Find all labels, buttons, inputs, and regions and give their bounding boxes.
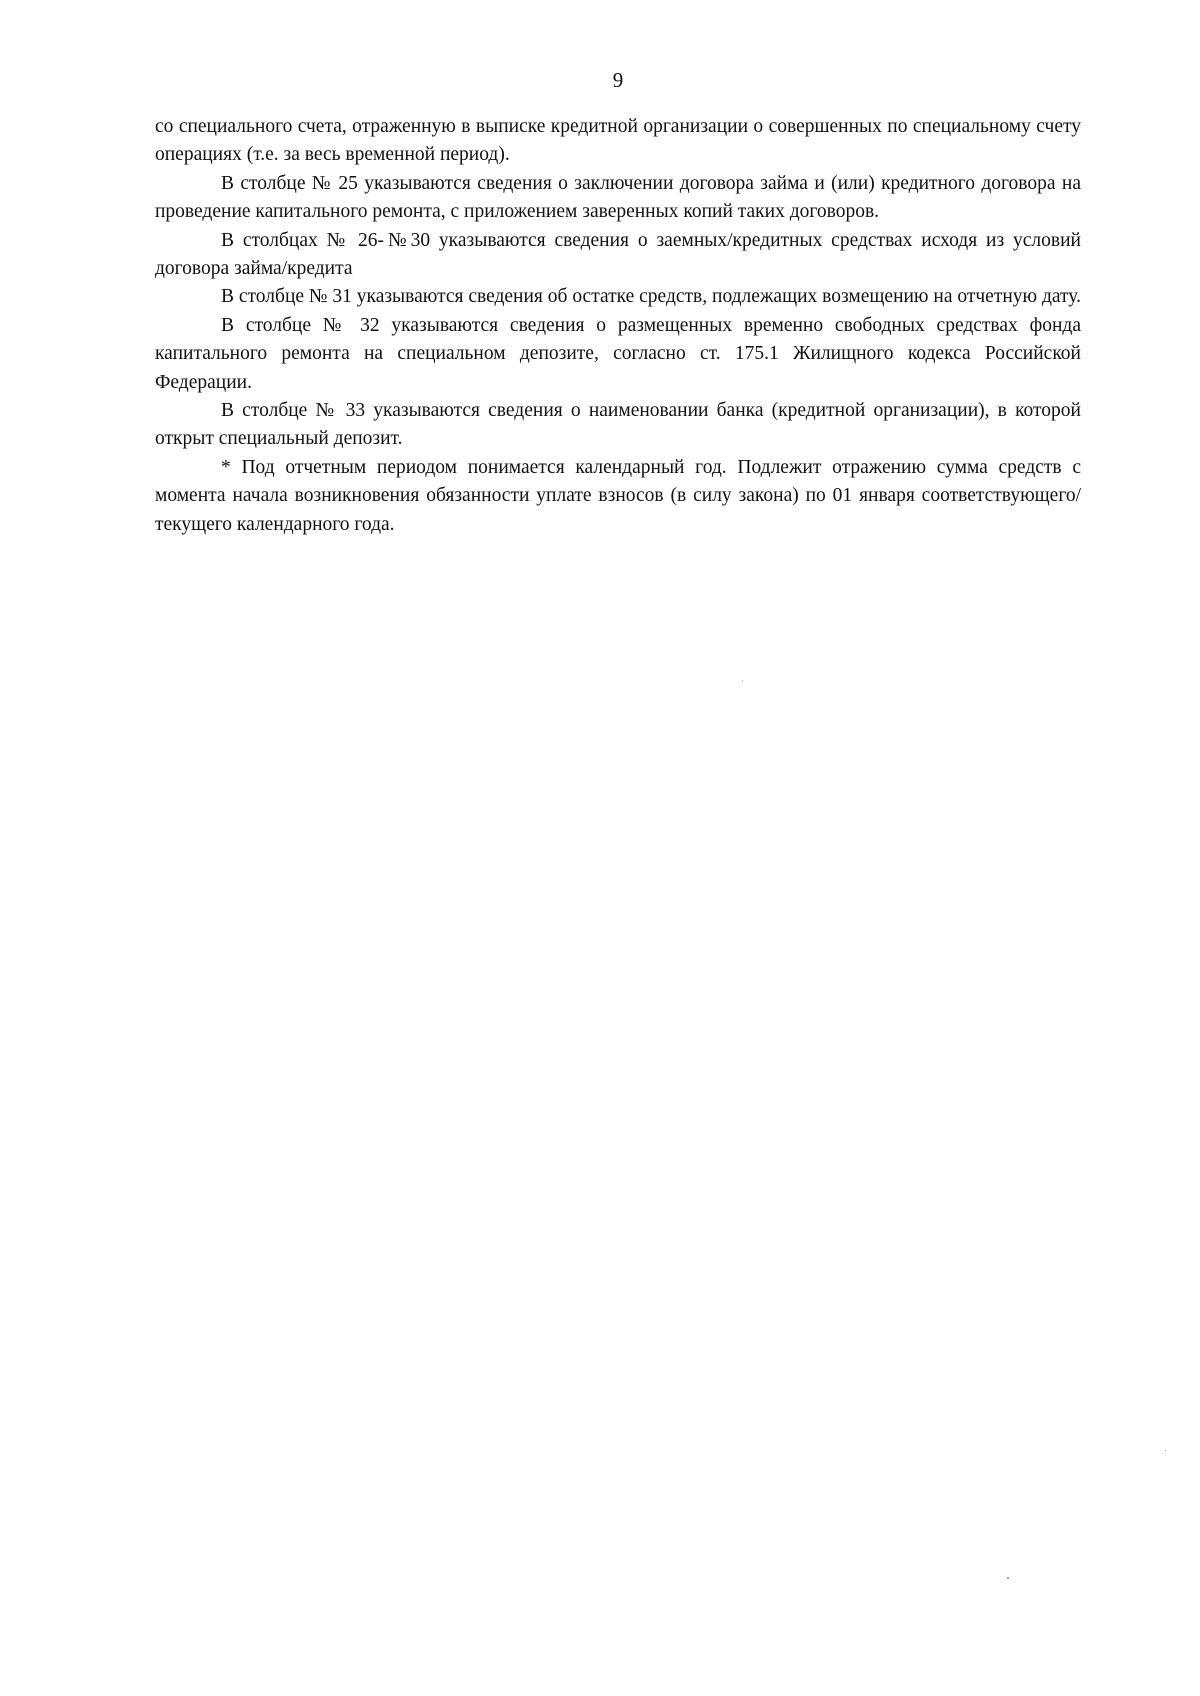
paragraph-column-25: В столбце № 25 указываются сведения о заключении договора займа и (или) кредитного договора на проведение капитального ремонта, с приложением заверенных копий таких договоров. bbox=[155, 172, 1081, 223]
paragraph-column-31: В столбце № 31 указываются сведения об остатке средств, подлежащих возмещению на отчетную дату. bbox=[221, 286, 1081, 308]
page-number: 9 bbox=[612, 68, 624, 92]
footnote-reporting-period: * Под отчетным периодом понимается календарный год. Подлежит отражению сумма средств с момента начала возникновения обязанности уплате взносов (в силу закона) по 01 января соответствующего/текущего календарного года. bbox=[155, 456, 1081, 535]
scan-speck bbox=[742, 680, 743, 681]
document-body bbox=[155, 113, 1081, 539]
paragraph-column-32: В столбце № 32 указываются сведения о размещенных временно свободных средствах фонда капитального ремонта на специальном депозите, согласно ст. 175.1 Жилищного кодекса Российской Федерации. bbox=[155, 314, 1081, 393]
paragraph-column-33: В столбце № 33 указываются сведения о наименовании банка (кредитной организации), в которой открыт специальный депозит. bbox=[155, 400, 1081, 450]
scan-speck bbox=[1165, 1450, 1166, 1451]
paragraph-columns-26-30: В столбцах № 26-№30 указываются сведения о заемных/кредитных средствах исходя из условий договора займа/кредита bbox=[155, 229, 1081, 280]
paragraph-continuation: со специального счета, отраженную в выписке кредитной организации о совершенных по специальному счету операциях (т.е. за весь временной период). bbox=[155, 116, 1081, 166]
scan-speck bbox=[1007, 1577, 1009, 1579]
